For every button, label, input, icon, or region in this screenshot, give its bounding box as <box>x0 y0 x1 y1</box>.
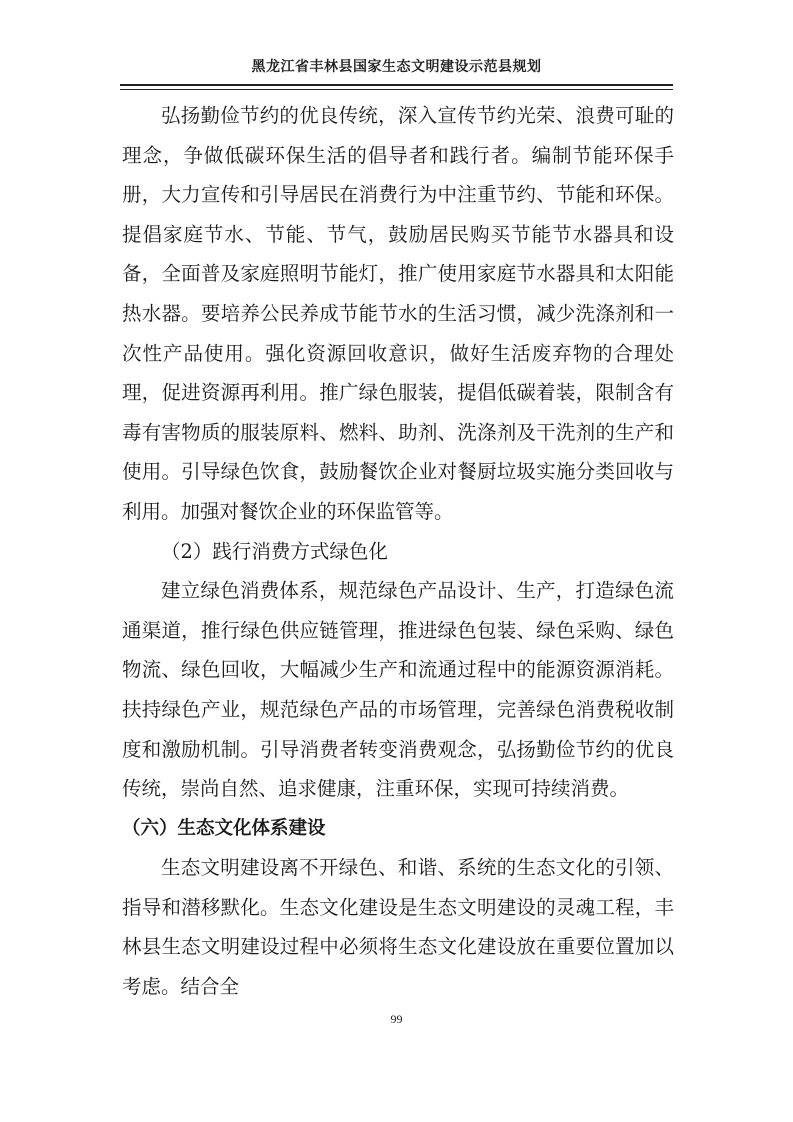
paragraph-consumption-habits: 弘扬勤俭节约的优良传统，深入宣传节约光荣、浪费可耻的理念，争做低碳环保生活的倡导者和践行者。编制节能环保手册，大力宣传和引导居民在消费行为中注重节约、节能和环保。提倡家庭节水、节能、节气，鼓励居民购买节能节水器具和设备，全面普及家庭照明节能灯，推广使用家庭节水器具和太阳能热水器。要培养公民养成节能节水的生活习惯，减少洗涤剂和一次性产品使用。强化资源回收意识，做好生活废弃物的合理处理，促进资源再利用。推广绿色服装，提倡低碳着装，限制含有毒有害物质的服装原料、燃料、助剂、洗涤剂及干洗剂的生产和使用。引导绿色饮食，鼓励餐饮企业对餐厨垃圾实施分类回收与利用。加强对餐饮企业的环保监管等。 <box>122 104 674 523</box>
section-heading-eco-culture: （六）生态文化体系建设 <box>122 817 326 839</box>
running-header-title: 黑龙江省丰林县国家生态文明建设示范县规划 <box>251 59 542 75</box>
subheading-green-consumption: （2）践行消费方式绿色化 <box>161 539 388 563</box>
paragraph-eco-culture: 生态文明建设离不开绿色、和谐、系统的生态文化的引领、指导和潜移默化。生态文化建设是生态文明建设的灵魂工程，丰林县生态文明建设过程中必须将生态文化建设放在重要位置加以考虑。结合全 <box>122 856 674 999</box>
header-rule-thick <box>120 84 673 86</box>
paragraph-green-consumption-system: 建立绿色消费体系，规范绿色产品设计、生产，打造绿色流通渠道，推行绿色供应链管理，推进绿色包装、绿色采购、绿色物流、绿色回收，大幅减少生产和流通过程中的能源资源消耗。扶持绿色产业，规范绿色产品的市场管理，完善绿色消费税收制度和激励机制。引导消费者转变消费观念，弘扬勤俭节约的优良传统，崇尚自然、追求健康，注重环保，实现可持续消费。 <box>122 579 674 801</box>
header-rule-thin <box>120 89 673 90</box>
page-number: 99 <box>390 1012 403 1026</box>
document-body <box>122 96 674 1007</box>
